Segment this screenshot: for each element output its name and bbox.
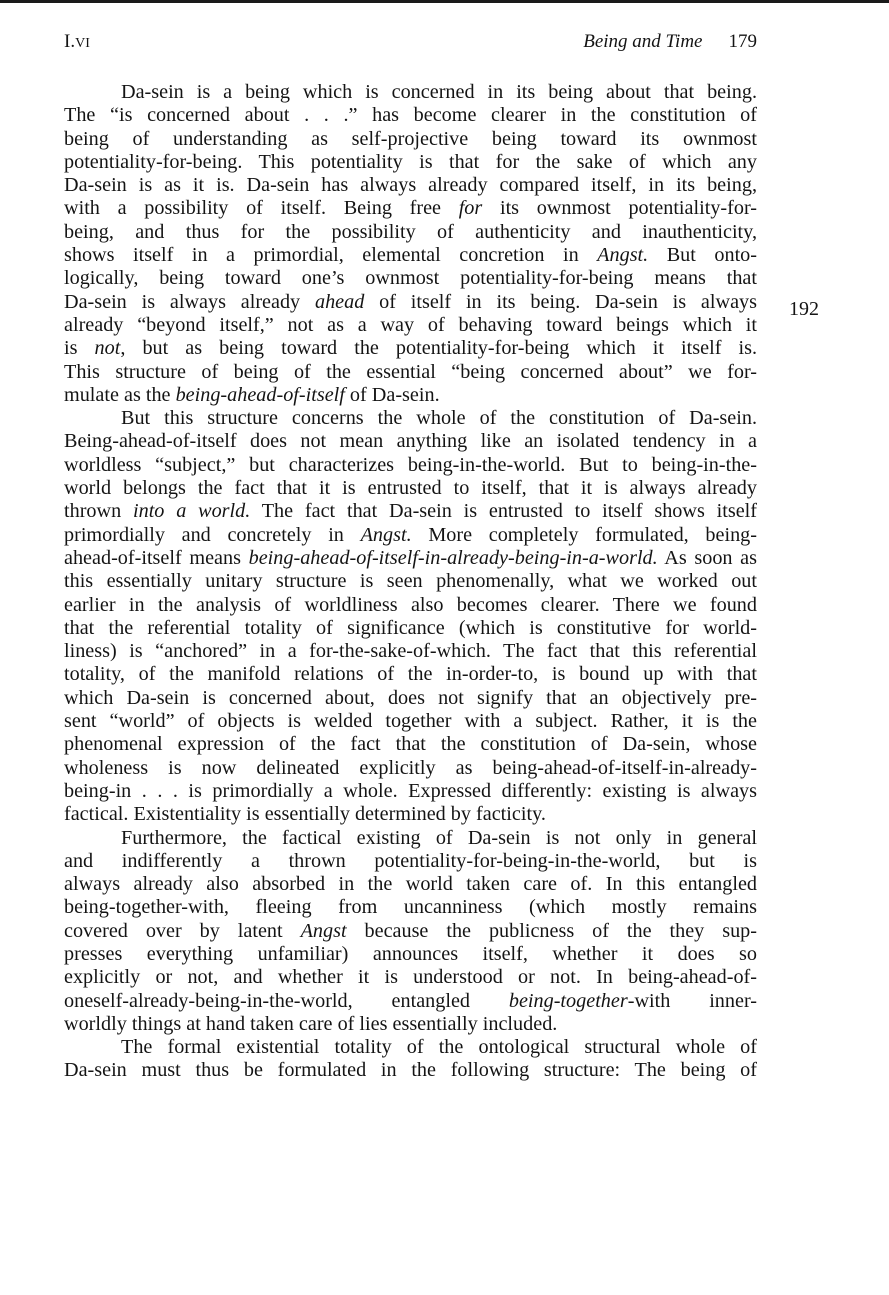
text-line [64,128,757,151]
text-line [64,943,757,966]
text-line [64,663,757,686]
text-line [64,687,757,710]
text-line [64,827,757,850]
text-line [64,873,757,896]
text-run: presses everything unfamiliar) announces itself, whether it does so [64,942,757,965]
text-line [64,1013,757,1036]
text-run: totality, of the manifold relations of the in-order-to, is bound up with that [64,663,757,686]
text-line [64,780,757,803]
text-run: -with inner- [627,989,757,1012]
text-run: being, and thus for the possibility of authenticity and inauthenticity, [64,220,757,243]
text-run: But onto- [648,244,757,267]
text-run: The fact that Da-sein is entrusted to itself shows itself [250,500,757,523]
text-line [64,594,757,617]
text-line [64,896,757,919]
text-run: with a possibility of itself. Being free [64,197,459,220]
italic-text: Angst [300,919,347,942]
text-line [64,757,757,780]
text-line [64,384,757,407]
text-run: Da-sein is as it is. Da-sein has always already compared itself, in its being, [64,174,757,197]
text-run: earlier in the analysis of worldliness also becomes clearer. There we found [64,593,757,616]
text-line [64,547,757,570]
text-line [64,500,757,523]
text-line [64,197,757,220]
text-run: mulate as the [64,383,176,406]
page-body-text [64,81,757,1083]
italic-text: Angst. [597,244,649,267]
text-run: More completely formulated, being- [411,523,757,546]
text-line [64,1059,757,1082]
text-run: its ownmost potentiality-for- [482,197,757,220]
text-line [64,990,757,1013]
text-run: This structure of being of the essential “being concerned about” we for- [64,360,757,383]
text-run: The “is concerned about . . .” has become clearer in the constitution of [64,104,757,127]
text-run: oneself-already-being-in-the-world, entangled [64,989,509,1012]
text-run: phenomenal expression of the fact that the constitution of Da-sein, whose [64,733,757,756]
text-run: Da-sein must thus be formulated in the following structure: The being of [64,1059,757,1082]
text-run: Furthermore, the factical existing of Da-sein is not only in general [121,826,757,849]
text-run: covered over by latent [64,919,301,942]
text-line [64,524,757,547]
text-run: worldless “subject,” but characterizes being-in-the-world. But to being-in-the- [64,453,757,476]
text-run: The formal existential totality of the ontological structural whole of [121,1036,757,1059]
text-run: Da-sein is always already [64,290,315,313]
text-run: As soon as [657,546,757,569]
text-line [64,803,757,826]
text-run: being-in . . . is primordially a whole. Expressed differently: existing is always [64,779,757,802]
text-line [64,81,757,104]
text-run: Da-sein is a being which is concerned in its being about that being. [121,81,757,103]
top-border-rule [0,0,889,3]
text-run: of itself in its being. Da-sein is always [364,290,757,313]
text-line [64,1036,757,1059]
text-line [64,361,757,384]
text-line [64,267,757,290]
text-line [64,733,757,756]
text-run: factical. Existentiality is essentially determined by facticity. [64,803,546,826]
text-run: But this structure concerns the whole of the constitution of Da-sein. [121,407,757,430]
text-line [64,920,757,943]
text-run: liness) is “anchored” in a for-the-sake-of-which. The fact that this referential [64,640,757,663]
italic-text: being-together [508,989,628,1012]
italic-text: Angst. [360,523,412,546]
paragraph [64,81,757,407]
text-line [64,966,757,989]
section-main: I. [64,31,76,52]
text-run: potentiality-for-being. This potentiality is that for the sake of which any [64,150,757,173]
text-run: already “beyond itself,” not as a way of behaving toward beings which it [64,313,757,336]
text-line [64,454,757,477]
text-line [64,640,757,663]
section-marker [64,30,90,56]
text-line [64,291,757,314]
text-line [64,570,757,593]
running-head [64,30,757,54]
text-run: ahead-of-itself means [64,546,249,569]
text-run: is [64,337,95,360]
margin-page-reference: 192 [789,298,819,320]
text-run: always already also absorbed in the world taken care of. In this entangled [64,873,757,896]
text-line [64,430,757,453]
text-run: which Da-sein is concerned about, does not signify that an objectively pre- [64,686,757,709]
text-line [64,407,757,430]
text-run: that the referential totality of significance (which is constitutive for world- [64,616,757,639]
text-run: and indifferently a thrown potentiality-for-being-in-the-world, but is [64,849,757,872]
text-run: world belongs the fact that it is entrusted to itself, that it is always already [64,477,757,500]
italic-text: into a world. [133,500,251,523]
text-line [64,151,757,174]
text-line [64,337,757,360]
text-run: primordially and concretely in [64,523,361,546]
paragraph [64,1036,757,1083]
text-run: worldly things at hand taken care of lies essentially included. [64,1012,558,1035]
text-run: this essentially unitary structure is seen phenomenally, what we worked out [64,570,757,593]
text-run: being-together-with, fleeing from uncanniness (which mostly remains [64,896,757,919]
text-run: because the publicness of the they sup- [346,919,757,942]
text-line [64,850,757,873]
text-run: Being-ahead-of-itself does not mean anything like an isolated tendency in a [64,430,757,453]
running-head-right [583,30,757,54]
italic-text: ahead [314,290,365,313]
text-run: thrown [64,500,133,523]
text-run: sent “world” of objects is welded together with a subject. Rather, it is the [64,710,757,733]
text-run: shows itself in a primordial, elemental concretion in [64,244,598,267]
paragraph [64,827,757,1037]
text-run: logically, being toward one’s ownmost potentiality-for-being means that [64,267,757,290]
text-line [64,174,757,197]
page-number: 179 [728,31,757,52]
text-line [64,221,757,244]
text-run: , but as being toward the potentiality-for-being which it itself is. [120,337,757,360]
italic-text: for [458,197,483,220]
text-line [64,477,757,500]
book-title: Being and Time [583,31,703,52]
text-line [64,104,757,127]
section-sub: VI [75,36,90,51]
text-run: being of understanding as self-projective being toward its ownmost [64,127,757,150]
paragraph [64,407,757,826]
text-line [64,710,757,733]
italic-text: being-ahead-of-itself [175,383,345,406]
text-run: wholeness is now delineated explicitly as being-ahead-of-itself-in-already- [64,756,757,779]
text-run: of Da-sein. [344,383,440,406]
italic-text: being-ahead-of-itself-in-already-being-in-a-world. [248,546,658,569]
italic-text: not [94,337,121,360]
text-line [64,617,757,640]
text-line [64,244,757,267]
text-line [64,314,757,337]
text-run: explicitly or not, and whether it is understood or not. In being-ahead-of- [64,966,757,989]
